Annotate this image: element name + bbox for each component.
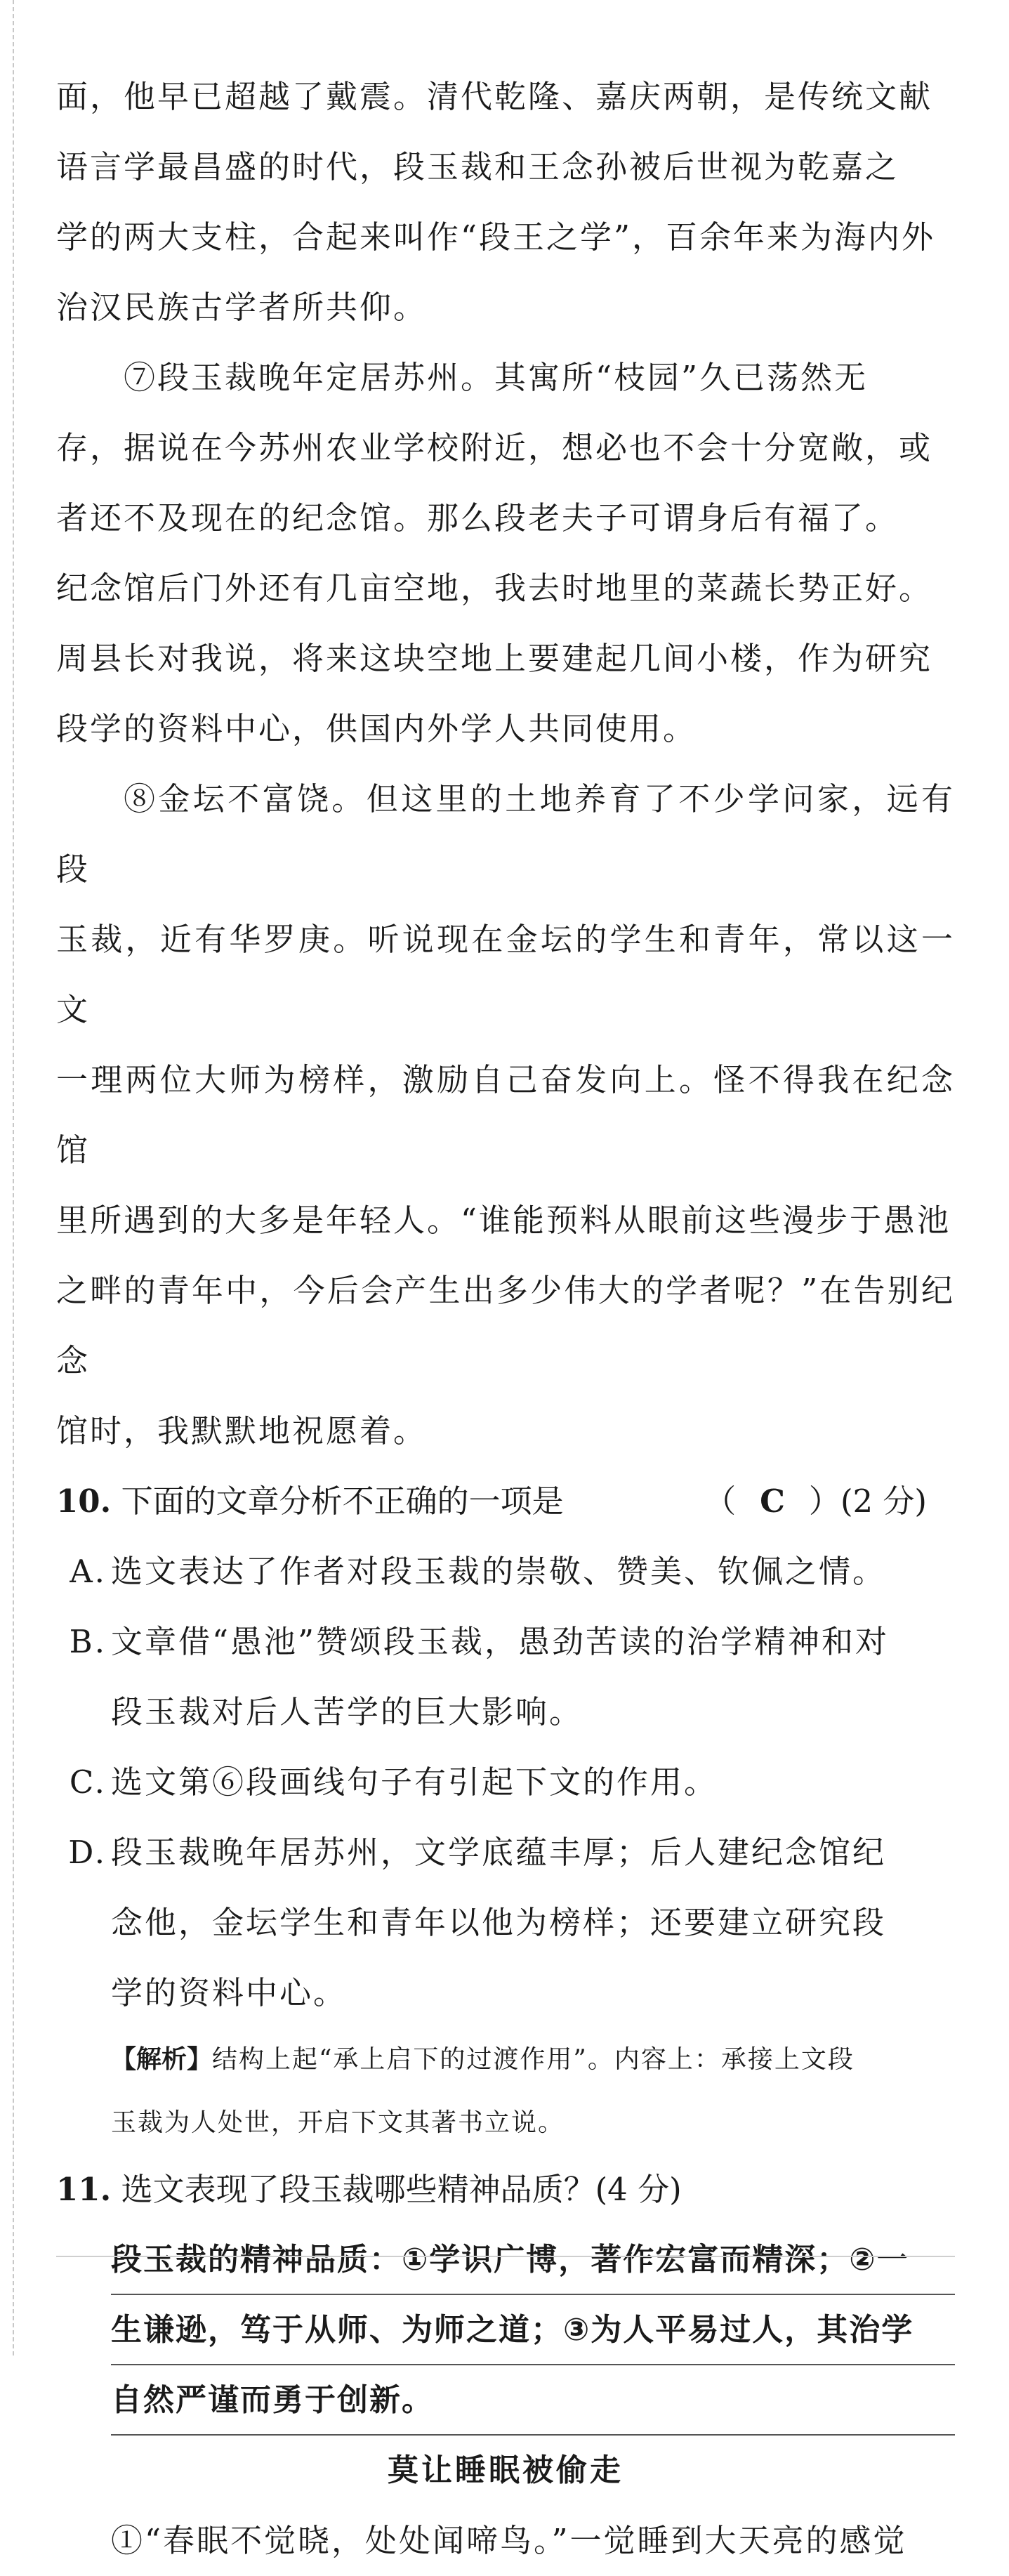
option-c [56, 1747, 955, 1818]
answer-line: 自然严谨而勇于创新。 [111, 2365, 955, 2436]
option-line: 段玉裁对后人苦学的巨大影响。 [111, 1693, 583, 1730]
text-line: 学的两大支柱，合起来叫作“段王之学”，百余年来为海内外 [56, 218, 936, 256]
analysis-line: 玉裁为人处世，开启下文其著书立说。 [111, 2108, 565, 2137]
next-article [56, 2436, 955, 2576]
option-text: 选文第⑥段画线句子有引起下文的作用。 [111, 1763, 718, 1801]
answer-bracket [704, 1466, 927, 1537]
analysis-text: 结构上起“承上启下的过渡作用”。内容上：承接上文段 [212, 2045, 855, 2074]
analysis-tag: 【解析】 [111, 2045, 213, 2074]
question-text: 下面的文章分析不正确的一项是 [121, 1483, 564, 1520]
question-11 [56, 2155, 955, 2436]
answer-line: 段玉裁的精神品质：①学识广博，著作宏富而精深；②一 [111, 2225, 955, 2295]
analysis [56, 2028, 955, 2155]
option-line [56, 1537, 955, 1607]
option-label: D. [68, 1834, 107, 1871]
text-line: 段学的资料中心，供国内外学人共同使用。 [56, 710, 697, 747]
question-text: 选文表现了段玉裁哪些精神品质？(4 分) [121, 2171, 682, 2208]
text-line: 存，据说在今苏州农业学校附近，想必也不会十分宽敞，或 [56, 429, 933, 466]
question-stem [56, 1466, 955, 1537]
question-score: (2 分) [840, 1483, 927, 1520]
text-line: 里所遇到的大多是年轻人。“谁能预料从眼前这些漫步于愚池 [56, 1202, 951, 1239]
text-line: 语言学最昌盛的时代，段玉裁和王念孙被后世视为乾嘉之 [56, 148, 899, 185]
paragraph-8 [56, 764, 955, 1466]
option-line: 学的资料中心。 [111, 1974, 348, 2011]
question-10 [56, 1466, 955, 2155]
text-line: 纪念馆后门外还有几亩空地，我去时地里的菜蔬长势正好。 [56, 570, 933, 607]
option-line [56, 1747, 955, 1818]
option-text: 文章借“愚池”赞颂段玉裁，愚劲苦读的治学精神和对 [111, 1623, 890, 1660]
text-line: ⑦段玉裁晚年定居苏州。其寓所“枝园”久已荡然无 [124, 359, 869, 396]
bottom-divider [56, 2256, 955, 2257]
option-label: A. [70, 1553, 107, 1590]
paren-open: （ [704, 1483, 737, 1520]
option-text: 选文表达了作者对段玉裁的崇敬、赞美、钦佩之情。 [111, 1553, 887, 1590]
page-content [56, 62, 955, 2576]
option-d [56, 1818, 955, 2028]
analysis-line [56, 2028, 955, 2091]
text-line: 周县长对我说，将来这块空地上要建起几间小楼，作为研究 [56, 640, 933, 677]
option-b [56, 1607, 955, 1747]
article-title: 莫让睡眠被偷走 [388, 2452, 624, 2488]
text-line: ①“春眠不觉晓，处处闻啼鸟。”一觉睡到大天亮的感觉 [111, 2522, 907, 2559]
text-line: ⑧金坛不富饶。但这里的土地养育了不少学问家，远有段 [56, 780, 955, 888]
text-line: 面，他早已超越了戴震。清代乾隆、嘉庆两朝，是传统文献 [56, 78, 933, 115]
option-a [56, 1537, 955, 1607]
text-line: 之畔的青年中，今后会产生出多少伟大的学者呢？”在告别纪念 [56, 1272, 955, 1379]
option-label: B. [69, 1623, 107, 1660]
paren-close: ） [808, 1483, 840, 1520]
text-line: 一理两位大师为榜样，激励自己奋发向上。怪不得我在纪念馆 [56, 1061, 955, 1169]
paragraph-7 [56, 343, 955, 764]
text-line: 治汉民族古学者所共仰。 [56, 289, 428, 326]
option-label: C. [69, 1763, 107, 1801]
text-line: 者还不及现在的纪念馆。那么段老夫子可谓身后有福了。 [56, 499, 899, 537]
option-text: 段玉裁晚年居苏州，文学底蕴丰厚；后人建纪念馆纪 [111, 1834, 887, 1871]
paragraph-6-tail [56, 62, 955, 343]
option-line [56, 1818, 955, 1888]
text-line: 馆时，我默默地祝愿着。 [56, 1412, 428, 1450]
question-number: 11. [56, 2171, 112, 2208]
question-number: 10. [56, 1483, 112, 1520]
answer-line: 生谦逊，笃于从师、为师之道；③为人平易过人，其治学 [111, 2295, 955, 2365]
question-stem [56, 2155, 955, 2225]
answer-choice: C [760, 1483, 785, 1520]
option-line [56, 1607, 955, 1677]
option-line: 念他，金坛学生和青年以他为榜样；还要建立研究段 [111, 1904, 887, 1941]
text-line: 玉裁，近有华罗庚。听说现在金坛的学生和青年，常以这一文 [56, 921, 955, 1028]
binding-margin-line [13, 0, 14, 2355]
